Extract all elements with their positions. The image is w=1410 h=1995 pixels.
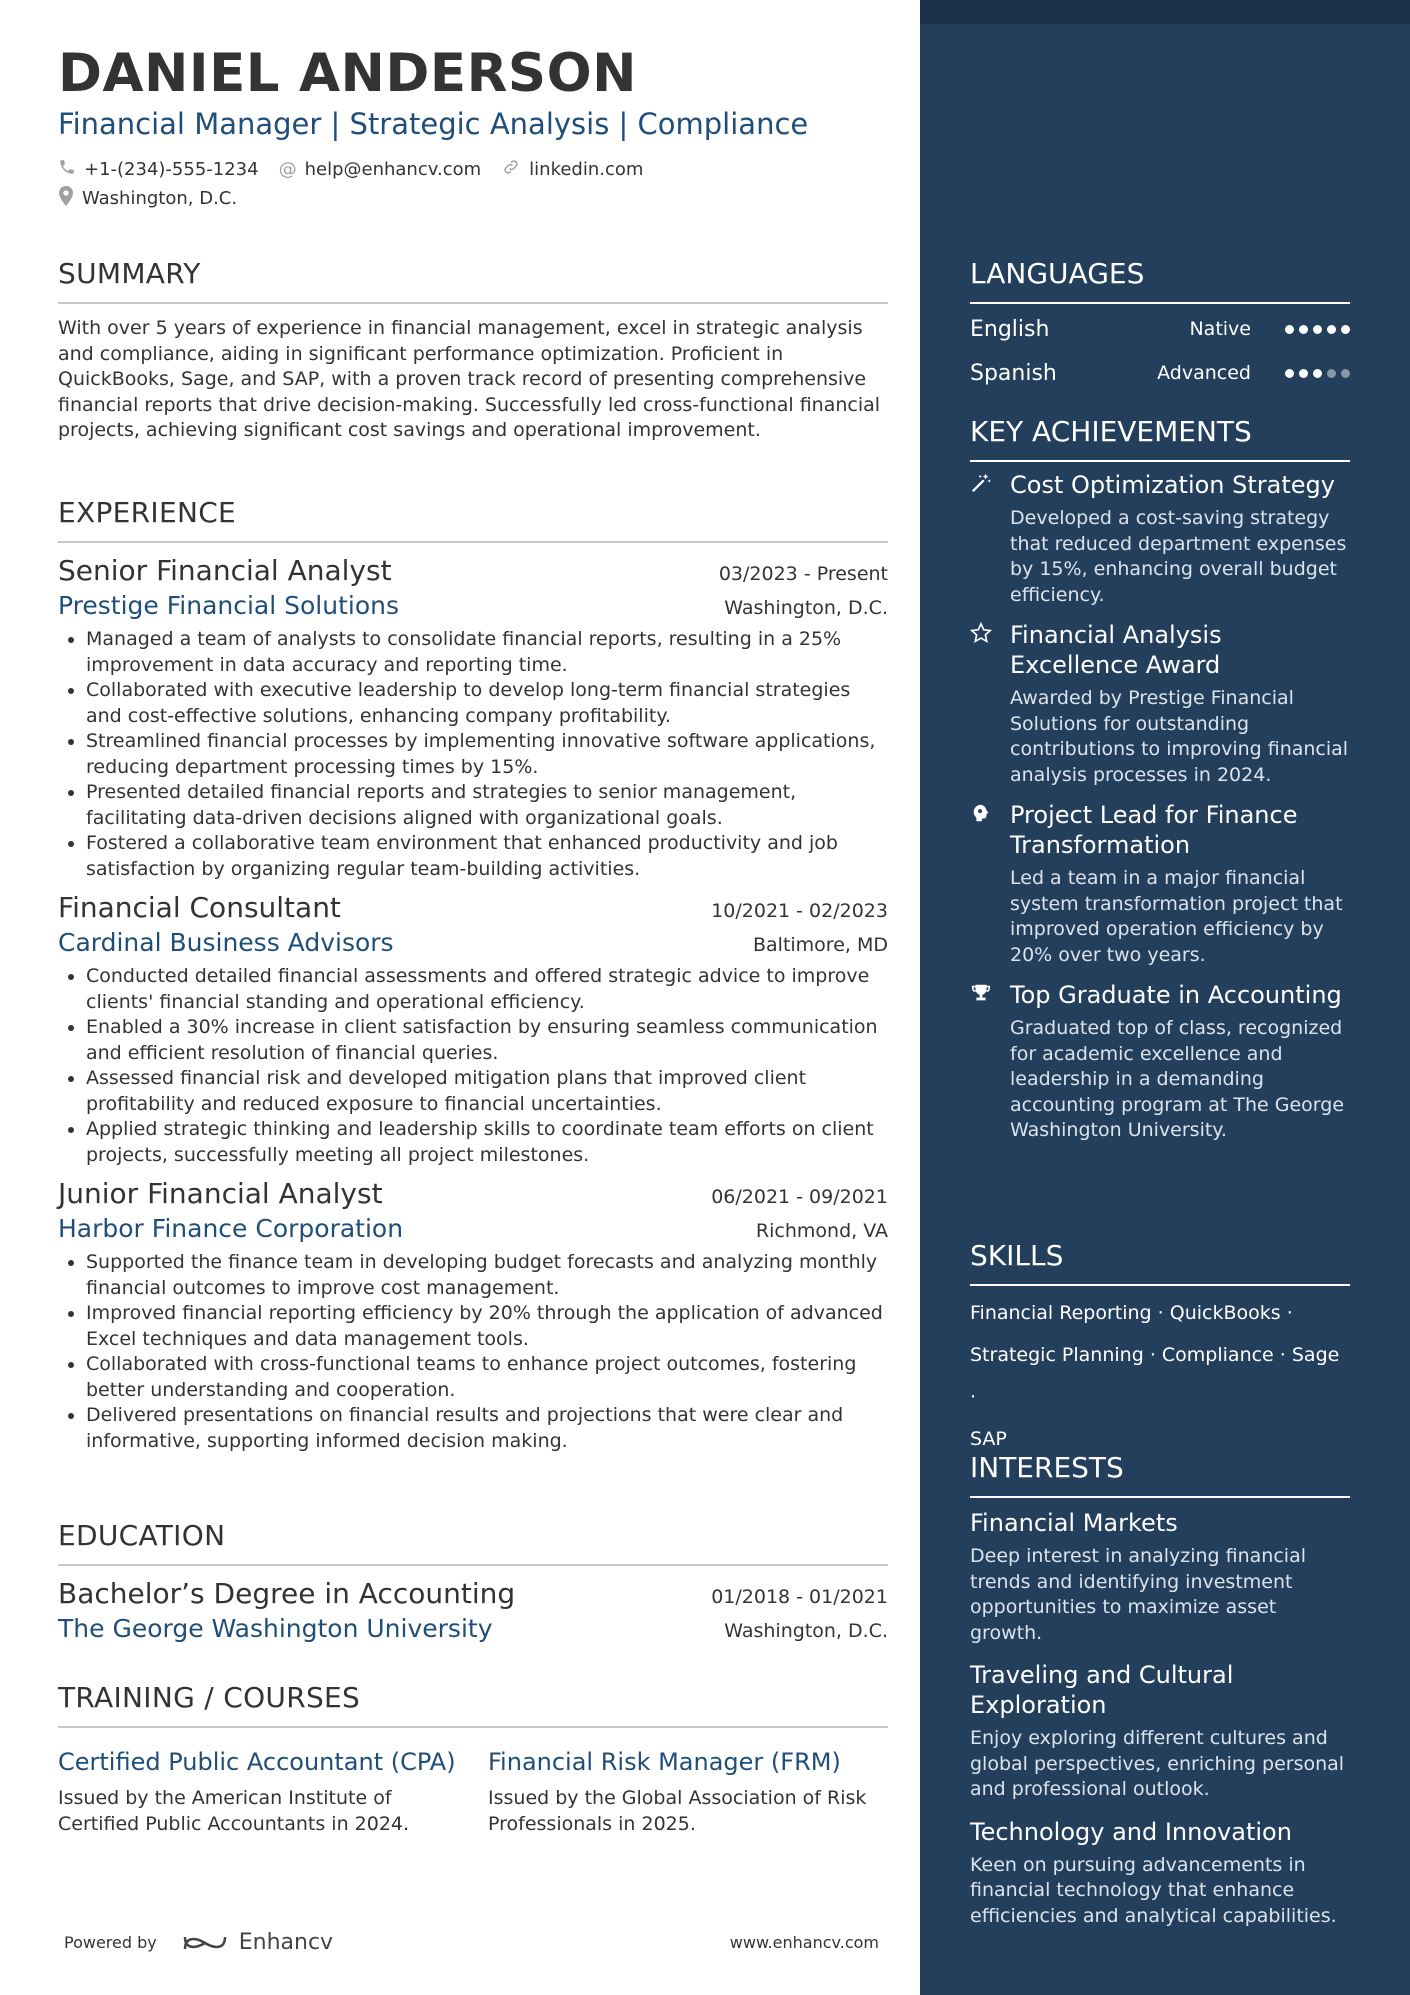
languages-section bbox=[970, 258, 1350, 390]
footer-url[interactable]: www.enhancv.com bbox=[729, 1933, 879, 1952]
candidate-name: DANIEL ANDERSON bbox=[58, 43, 637, 104]
achievement-desc: Graduated top of class, recognized for academic excellence and leadership in a demanding accounting program at The George Washington University. bbox=[1010, 1017, 1345, 1141]
footer bbox=[64, 1930, 879, 1955]
level-dot bbox=[1313, 369, 1322, 378]
list-item: • Improved financial reporting efficiency by 20% through the application of advanced Excel techniques and data management tools. bbox=[86, 1301, 888, 1352]
location-pin-icon bbox=[58, 186, 74, 211]
list-item: • Collaborated with cross-functional teams to enhance project outcomes, fostering better understanding and cooperation. bbox=[86, 1352, 888, 1403]
contact-row bbox=[58, 158, 663, 181]
powered-by-label: Powered by bbox=[64, 1933, 157, 1952]
trophy-icon bbox=[970, 980, 1010, 1144]
contact-location bbox=[58, 186, 237, 211]
achievement-desc: Awarded by Prestige Financial Solutions for outstanding contributions to improving financial analysis processes in 2024. bbox=[1010, 687, 1349, 786]
achievement-desc: Led a team in a major financial system transformation project that improved operation efficiency by 20% over two years. bbox=[1010, 867, 1343, 966]
headline: Financial Manager | Strategic Analysis | Compliance bbox=[58, 107, 809, 141]
achievement-item bbox=[970, 800, 1350, 968]
list-item: • Enabled a 30% increase in client satisfaction by ensuring seamless communication and efficient resolution of financial queries. bbox=[86, 1015, 888, 1066]
course-title: Financial Risk Manager (FRM) bbox=[488, 1748, 841, 1776]
job-location: Baltimore, MD bbox=[752, 934, 888, 956]
level-dot bbox=[1327, 325, 1336, 334]
summary-section bbox=[58, 258, 888, 444]
achievement-item bbox=[970, 980, 1350, 1144]
skills-list: Financial Reporting · QuickBooks · Strategic Planning · Compliance · Sage · SAP bbox=[970, 1302, 1340, 1450]
level-dot bbox=[1313, 325, 1322, 334]
job-title: Financial Consultant bbox=[58, 891, 341, 924]
level-dot bbox=[1299, 369, 1308, 378]
list-item: • Applied strategic thinking and leadership skills to coordinate team efforts on client projects, successfully meeting all project milestones. bbox=[86, 1117, 888, 1168]
contact-link[interactable] bbox=[501, 158, 643, 181]
school: The George Washington University bbox=[58, 1614, 493, 1643]
education-section bbox=[58, 1520, 888, 1646]
list-item: • Delivered presentations on financial results and projections that were clear and informative, supporting informed decision making. bbox=[86, 1403, 888, 1454]
enhancv-logo-icon bbox=[181, 1931, 229, 1955]
list-item: • Fostered a collaborative team environment that enhanced productivity and job satisfaction by organizing regular team-building activities. bbox=[86, 831, 888, 882]
list-item: • Streamlined financial processes by implementing innovative software applications, reducing department processing times by 15%. bbox=[86, 729, 888, 780]
achievement-title: Project Lead for Finance Transformation bbox=[1010, 801, 1298, 859]
interest-title: Technology and Innovation bbox=[970, 1817, 1292, 1846]
achievement-title: Cost Optimization Strategy bbox=[1010, 471, 1335, 499]
link-icon bbox=[501, 158, 521, 181]
sidebar bbox=[920, 0, 1410, 1995]
interest-title: Financial Markets bbox=[970, 1509, 1178, 1537]
brain-icon bbox=[970, 800, 1010, 968]
enhancv-logo-text: Enhancv bbox=[238, 1930, 334, 1955]
job-location: Washington, D.C. bbox=[724, 597, 888, 619]
email-text: help@enhancv.com bbox=[304, 159, 482, 180]
achievements-title: KEY ACHIEVEMENTS bbox=[970, 416, 1350, 462]
level-dot bbox=[1327, 369, 1336, 378]
job-bullets bbox=[58, 1250, 888, 1454]
at-icon: @ bbox=[278, 159, 297, 180]
summary-text: With over 5 years of experience in financial management, excel in strategic analysis and compliance, aiding in significant performance optimization. Proficient in QuickBooks, Sage, and SAP, with a proven track record of presenting comprehensive financial reports that drive decision-making. Successfully led cross-functional financial projects, achieving significant cost savings and operational improvement. bbox=[58, 317, 881, 441]
education-location: Washington, D.C. bbox=[724, 1620, 888, 1642]
language-item bbox=[970, 312, 1350, 346]
job-entry bbox=[58, 1176, 888, 1454]
language-dots bbox=[1285, 325, 1350, 334]
language-dots bbox=[1285, 369, 1350, 378]
job-entry bbox=[58, 890, 888, 1168]
degree: Bachelor’s Degree in Accounting bbox=[58, 1577, 516, 1610]
experience-section bbox=[58, 497, 888, 1454]
level-dot bbox=[1299, 325, 1308, 334]
level-dot bbox=[1341, 369, 1350, 378]
interest-title: Traveling and Cultural Exploration bbox=[970, 1661, 1234, 1719]
job-entry bbox=[58, 553, 888, 882]
job-company: Harbor Finance Corporation bbox=[58, 1214, 404, 1243]
job-bullets bbox=[58, 964, 888, 1168]
training-title: TRAINING / COURSES bbox=[58, 1682, 888, 1728]
job-company: Cardinal Business Advisors bbox=[58, 928, 394, 957]
job-date: 06/2021 - 09/2021 bbox=[711, 1186, 888, 1208]
training-section bbox=[58, 1682, 888, 1837]
achievements-section bbox=[970, 416, 1350, 1144]
language-level: Native bbox=[1189, 318, 1251, 340]
achievement-title: Top Graduate in Accounting bbox=[1010, 981, 1342, 1009]
magic-wand-icon bbox=[970, 470, 1010, 608]
interest-desc: Keen on pursuing advancements in financial technology that enhance efficiencies and analytical capabilities. bbox=[970, 1853, 1337, 1927]
skill-item: SAP bbox=[970, 1428, 1007, 1450]
contact-email[interactable] bbox=[279, 159, 482, 180]
list-item: • Presented detailed financial reports and strategies to senior management, facilitating data-driven decisions aligned with organizational goals. bbox=[86, 780, 888, 831]
phone-icon bbox=[58, 158, 76, 181]
skills-section bbox=[970, 1240, 1350, 1460]
enhancv-logo[interactable] bbox=[181, 1930, 333, 1955]
list-item: • Managed a team of analysts to consolidate financial reports, resulting in a 25% improvement in data accuracy and reporting time. bbox=[86, 627, 888, 678]
course-desc: Issued by the American Institute of Certified Public Accountants in 2024. bbox=[58, 1787, 410, 1835]
skill-item: Sage bbox=[1291, 1344, 1340, 1366]
sidebar-top-bar bbox=[920, 0, 1410, 24]
skill-item: Compliance bbox=[1161, 1344, 1274, 1366]
skill-item: Financial Reporting bbox=[970, 1302, 1152, 1324]
interest-desc: Enjoy exploring different cultures and global perspectives, enriching personal and professional outlook. bbox=[970, 1727, 1345, 1800]
course-item bbox=[488, 1746, 888, 1837]
job-bullets bbox=[58, 627, 888, 882]
job-title: Senior Financial Analyst bbox=[58, 554, 392, 587]
skill-item: QuickBooks bbox=[1169, 1302, 1281, 1324]
job-location: Richmond, VA bbox=[755, 1220, 888, 1242]
job-date: 03/2023 - Present bbox=[718, 563, 888, 585]
level-dot bbox=[1285, 369, 1294, 378]
languages-title: LANGUAGES bbox=[970, 258, 1350, 304]
course-item bbox=[58, 1746, 458, 1837]
language-name: English bbox=[970, 316, 1050, 342]
job-company: Prestige Financial Solutions bbox=[58, 591, 400, 620]
level-dot bbox=[1341, 325, 1350, 334]
level-dot bbox=[1285, 325, 1294, 334]
achievement-item bbox=[970, 620, 1350, 788]
summary-title: SUMMARY bbox=[58, 258, 888, 304]
education-date: 01/2018 - 01/2021 bbox=[711, 1586, 888, 1608]
interests-title: INTERESTS bbox=[970, 1452, 1350, 1498]
list-item: • Supported the finance team in developing budget forecasts and analyzing monthly financial outcomes to improve cost management. bbox=[86, 1250, 888, 1301]
list-item: • Assessed financial risk and developed mitigation plans that improved client profitability and reduced exposure to financial uncertainties. bbox=[86, 1066, 888, 1117]
job-title: Junior Financial Analyst bbox=[58, 1177, 383, 1210]
language-level: Advanced bbox=[1157, 362, 1251, 384]
interests-section bbox=[970, 1452, 1350, 1929]
language-name: Spanish bbox=[970, 360, 1057, 386]
language-item bbox=[970, 356, 1350, 390]
achievement-title: Financial Analysis Excellence Award bbox=[1010, 621, 1222, 679]
link-text: linkedin.com bbox=[529, 159, 644, 180]
location-text: Washington, D.C. bbox=[82, 188, 238, 209]
star-icon bbox=[970, 620, 1010, 788]
course-title: Certified Public Accountant (CPA) bbox=[58, 1748, 456, 1776]
job-date: 10/2021 - 02/2023 bbox=[711, 900, 888, 922]
experience-title: EXPERIENCE bbox=[58, 497, 888, 543]
education-title: EDUCATION bbox=[58, 1520, 888, 1566]
achievement-item bbox=[970, 470, 1350, 608]
list-item: • Collaborated with executive leadership to develop long-term financial strategies and cost-effective solutions, enhancing company profitability. bbox=[86, 678, 888, 729]
phone-text: +1-(234)-555-1234 bbox=[84, 159, 259, 180]
course-desc: Issued by the Global Association of Risk Professionals in 2025. bbox=[488, 1787, 867, 1835]
skill-item: Strategic Planning bbox=[970, 1344, 1144, 1366]
contact-phone[interactable] bbox=[58, 158, 259, 181]
list-item: • Conducted detailed financial assessments and offered strategic advice to improve clients' financial standing and operational efficiency. bbox=[86, 964, 888, 1015]
achievement-desc: Developed a cost-saving strategy that reduced department expenses by 15%, enhancing overall budget efficiency. bbox=[1010, 507, 1347, 606]
skills-title: SKILLS bbox=[970, 1240, 1350, 1286]
interest-desc: Deep interest in analyzing financial trends and identifying investment opportunities to maximize asset growth. bbox=[970, 1545, 1306, 1644]
